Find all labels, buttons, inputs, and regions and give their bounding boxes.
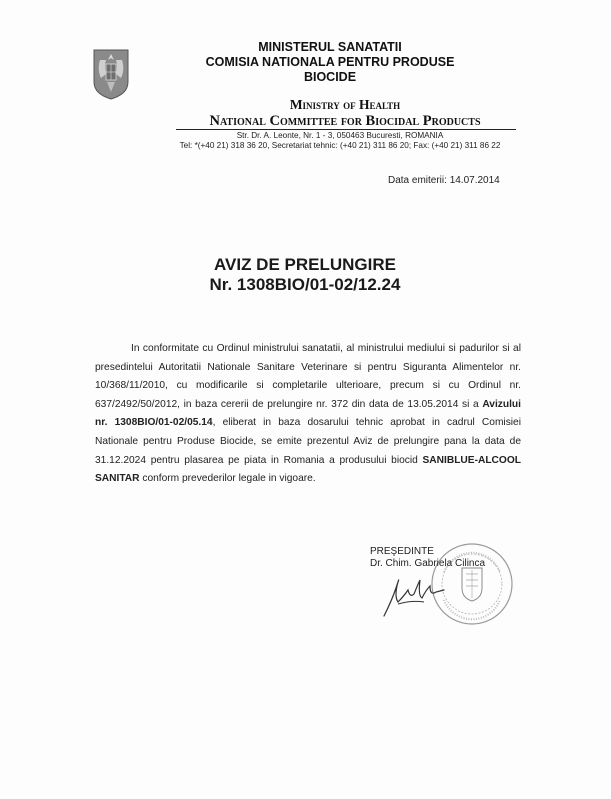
document-title [150, 255, 460, 295]
issue-date [388, 175, 588, 187]
signatory-role: PREŞEDINTE [370, 546, 434, 557]
issue-date-label: Data emiterii: [388, 175, 447, 186]
committee-name-ro-line2: BIOCIDE [303, 70, 357, 84]
body-paragraph [95, 340, 521, 489]
header-english [160, 97, 530, 130]
body-reference: Avizului nr. 1308BIO/01-02/05.14 [95, 398, 521, 429]
issue-date-value: 14.07.2014 [449, 175, 500, 186]
body-part3: conform prevederilor legale in vigoare. [139, 473, 316, 485]
address-block [170, 131, 510, 151]
romanian-coat-of-arms-icon [92, 48, 130, 100]
ministry-name-ro: MINISTERUL SANATATII [258, 40, 402, 54]
committee-name-en: National Committee for Biocidal Products [209, 113, 481, 129]
product-name: SANIBLUE-ALCOOL SANITAR [95, 454, 521, 485]
header-romanian [170, 40, 490, 85]
phone-line: Tel: *(+40 21) 318 36 20, Secretariat tehnic: (+40 21) 311 86 20; Fax: (+40 21) 311 86 22 [179, 141, 501, 150]
body-part1: In conformitate cu Ordinul ministrului sanatatii, al ministrului mediului si padurilor si al presedintelui Autoritatii Nationale Sanitare Veterinare si pentru Siguranta Alimentelor nr. 10/368/11/2010, cu modificarile si completarile ulterioare, precum si cu Ordinul nr. 637/2492/50/2012, in baza cererii de prelungire nr. 372 din data de 13.05.2014 si a [95, 343, 521, 410]
signatory-name: Dr. Chim. Gabriela Cilinca [370, 558, 486, 569]
header-divider [176, 129, 516, 130]
committee-name-ro-line1: COMISIA NATIONALA PENTRU PRODUSE [205, 55, 455, 69]
body-part2: , eliberat in baza dosarului tehnic aprobat in cadrul Comisiei Nationale pentru Produse Biocide, se emite prezentul Aviz de prelungire pana la data de 31.12.2024 pentru plasarea pe piata in Romania a produsului biocid [95, 417, 521, 466]
ministry-name-en: Ministry of Health [289, 97, 401, 112]
address-line: Str. Dr. A. Leonte, Nr. 1 - 3, 050463 Bucuresti, ROMANIA [236, 131, 444, 140]
title-line1: AVIZ DE PRELUNGIRE [214, 255, 396, 274]
title-number: Nr. 1308BIO/01-02/12.24 [209, 275, 401, 294]
handwritten-signature [378, 570, 458, 620]
